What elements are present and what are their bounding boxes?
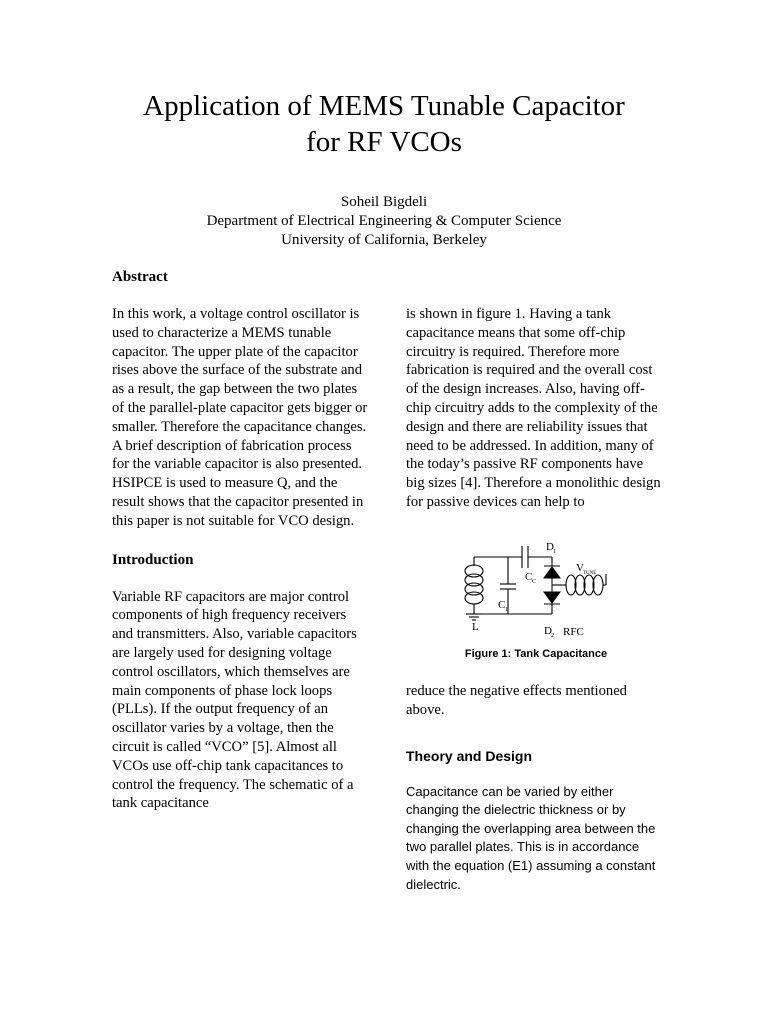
figure-caption: Figure 1: Tank Capacitance bbox=[464, 648, 608, 660]
cc-subscript: C bbox=[532, 579, 537, 585]
cc-label: C bbox=[525, 571, 533, 583]
c1-subscript: 1 bbox=[505, 607, 508, 613]
vtune-subscript: TUNE bbox=[583, 571, 597, 576]
title-line-1: Application of MEMS Tunable Capacitor bbox=[143, 90, 625, 122]
c1-label: C bbox=[498, 599, 506, 611]
vtune-label: V bbox=[576, 562, 584, 574]
left-column bbox=[112, 268, 370, 813]
theory-heading: Theory and Design bbox=[406, 747, 533, 764]
d2-subscript: 2 bbox=[551, 633, 554, 639]
author-name: Soheil Bigdeli bbox=[340, 194, 428, 210]
inductor-label: L bbox=[472, 621, 479, 633]
d2-label: D bbox=[544, 625, 552, 637]
abstract-heading: Abstract bbox=[112, 269, 168, 285]
paper-title bbox=[0, 88, 768, 160]
introduction-text-continued: is shown in figure 1. Having a tank capacitance means that some off-chip circuitry is required. Therefore more fabrication is required and the overall cost of the design increases. Also, having off-chip circuitry adds to the complexity of the design and there are reliability issues that need to be addressed. In addition, many of the today’s passive RF components have big sizes [4]. Therefore a monolithic design for passive devices can help to bbox=[406, 306, 661, 510]
introduction-text-after-figure: reduce the negative effects mentioned above. bbox=[406, 683, 627, 718]
introduction-heading: Introduction bbox=[112, 551, 194, 568]
title-line-2: for RF VCOs bbox=[306, 126, 462, 158]
d1-subscript: 1 bbox=[553, 549, 556, 555]
rfc-label: RFC bbox=[563, 626, 584, 638]
author-department: Department of Electrical Engineering & Computer Science bbox=[206, 213, 562, 229]
right-column bbox=[406, 305, 664, 512]
theory-text: Capacitance can be varied by either changing the dielectric thickness or by changing the overlapping area between the two parallel plates. This is in accordance with the equation (E1) assuming a constant dielectric. bbox=[406, 783, 656, 892]
tank-capacitance-figure bbox=[456, 538, 616, 643]
d1-label: D bbox=[546, 541, 554, 553]
introduction-text: Variable RF capacitors are major control components of high frequency receivers and transmitters. Also, variable capacitors are largely used for designing voltage control oscillators, which themselves are main components of phase lock loops (PLLs). If the output frequency of an oscillator varies by a voltage, then the circuit is called “VCO” [5]. Almost all VCOs use off-chip tank capacitances to control the frequency. The schematic of a tank capacitance bbox=[112, 588, 357, 812]
tank-circuit-schematic bbox=[456, 538, 616, 643]
author-block bbox=[0, 193, 768, 250]
author-university: University of California, Berkeley bbox=[281, 232, 487, 248]
abstract-text: In this work, a voltage control oscillator is used to characterize a MEMS tunable capacitor. The upper plate of the capacitor rises above the surface of the substrate and as a result, the gap between the two plates of the parallel-plate capacitor gets bigger or smaller. Therefore the capacitance changes. A brief description of fabrication process for the variable capacitor is also presented. HSIPCE is used to measure Q, and the result shows that the capacitor presented in this paper is not suitable for VCO design. bbox=[112, 306, 368, 529]
right-column-lower bbox=[406, 682, 664, 894]
